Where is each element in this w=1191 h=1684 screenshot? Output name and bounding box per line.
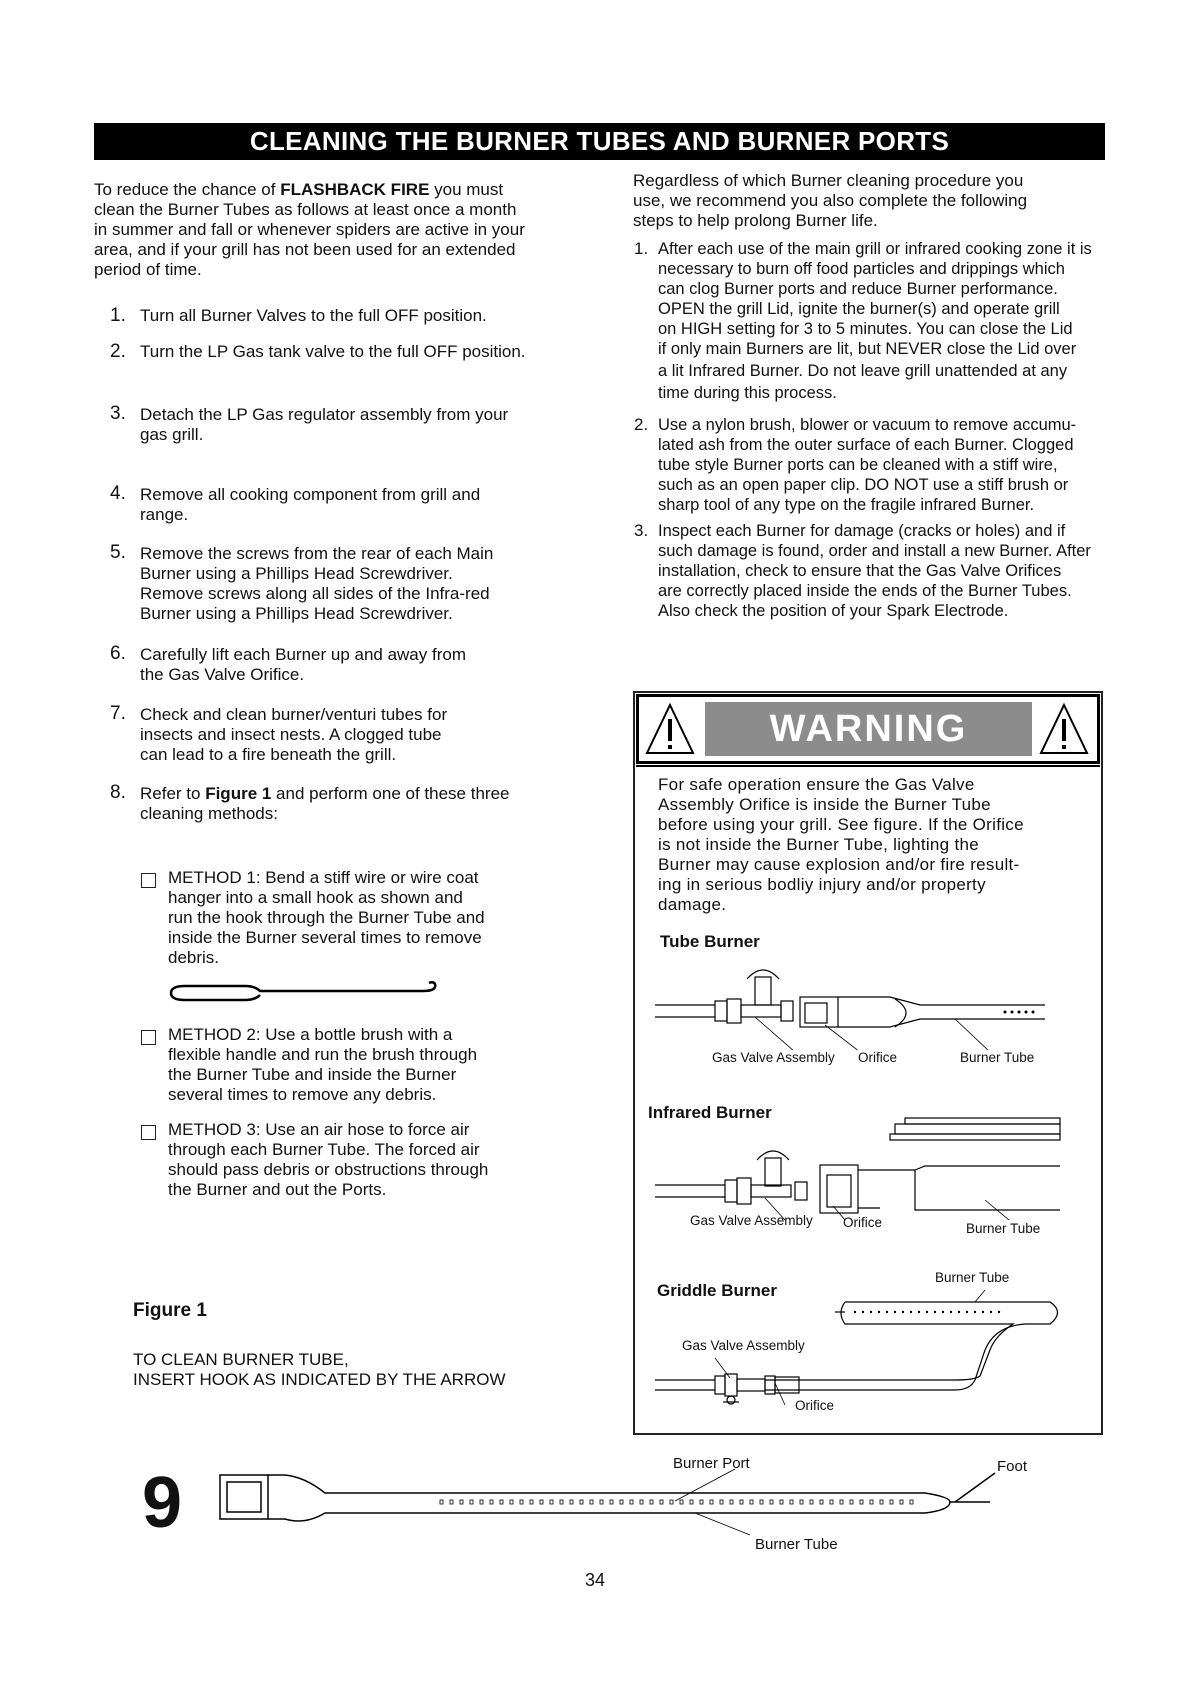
method-1-text: METHOD 1: Bend a stiff wire or wire coat hanger into a small hook as shown and run the hook through the Burner Tube and inside the Burner several times to remove debris. — [168, 868, 485, 967]
step-number: 2. — [110, 341, 126, 362]
step-text: Remove the screws from the rear of each Main Burner using a Phillips Head Screwdriver. Remove screws along all sides of the Infra-red Burner using a Phillips Head Screwdriver. — [140, 544, 494, 623]
warning-triangle-icon — [1037, 701, 1091, 757]
method-3-text: METHOD 3: Use an air hose to force air through each Burner Tube. The forced air should pass debris or obstructions through the Burner and out the Ports. — [168, 1120, 489, 1199]
method-2-checkbox[interactable] — [141, 1030, 156, 1045]
figure-caption: TO CLEAN BURNER TUBE, INSERT HOOK AS INDICATED BY THE ARROW — [133, 1350, 506, 1389]
right-step-text: After each use of the main grill or infrared cooking zone it is necessary to burn off food particles and drippings which can clog Burner ports and reduce Burner performance. OPEN the grill Lid, ignite the burner(s) and operate grill on HIGH setting for 3 to 5 minutes. You can close the Lid if only main Burners are lit, but NEVER close the Lid over a lit Infrared Burner. Do not leave grill unattended at any time during this process. — [658, 240, 1092, 402]
warning-divider — [636, 765, 1100, 767]
wire-hook-illustration — [165, 978, 445, 1008]
griddle-burner-tube-label: Burner Tube — [935, 1270, 1010, 1285]
infrared-burner-diagram — [655, 1110, 1065, 1220]
step-text: Detach the LP Gas regulator assembly from your gas grill. — [140, 405, 509, 444]
flashback-fire-text: FLASHBACK FIRE — [280, 180, 430, 199]
step-text: Turn the LP Gas tank valve to the full OFF position. — [140, 342, 526, 361]
warning-text: For safe operation ensure the Gas Valve Assembly Orifice is inside the Burner Tube before using your grill. See figure. If the Orifice is not inside the Burner Tube, lighting the Burner may cause explosion and/or fire result- ing in serious bodliy injury and/or property damage. — [658, 775, 1024, 914]
page-title: CLEANING THE BURNER TUBES AND BURNER PORTS — [94, 123, 1105, 160]
right-intro-paragraph: Regardless of which Burner cleaning procedure you use, we recommend you also complete the following steps to help prolong Burner life. — [633, 171, 1028, 230]
step-number: 7. — [110, 703, 126, 724]
section-number: 9 — [142, 1463, 183, 1543]
method-2-text: METHOD 2: Use a bottle brush with a flexible handle and run the brush through the Burner Tube and inside the Burner several times to remove any debris. — [168, 1025, 478, 1104]
step-number: 3. — [110, 403, 126, 424]
step-number: 1. — [110, 305, 126, 326]
right-step-number: 3. — [634, 521, 649, 540]
step-number: 8. — [110, 782, 126, 803]
step-text: Turn all Burner Valves to the full OFF position. — [140, 306, 487, 325]
warning-heading: WARNING — [705, 702, 1032, 756]
burner-port-label: Burner Port — [673, 1455, 750, 1472]
warning-triangle-icon — [643, 701, 697, 757]
step-number: 6. — [110, 643, 126, 664]
step-number: 5. — [110, 542, 126, 563]
right-step-number: 2. — [634, 415, 649, 434]
page-number: 34 — [585, 1570, 606, 1590]
tube-burner-tube-label: Burner Tube — [960, 1050, 1035, 1065]
griddle-gas-valve-label: Gas Valve Assembly — [682, 1338, 805, 1353]
intro-paragraph: To reduce the chance of FLASHBACK FIRE you must clean the Burner Tubes as follows at least once a month in summer and fall or whenever spiders are active in your area, and if your grill has not been used for an extended period of time. — [94, 180, 525, 279]
infrared-burner-tube-label: Burner Tube — [966, 1221, 1041, 1236]
bottom-burner-tube-label: Burner Tube — [755, 1536, 838, 1553]
tube-gas-valve-label: Gas Valve Assembly — [712, 1050, 835, 1065]
figure-label: Figure 1 — [133, 1300, 207, 1321]
burner-tube-illustration — [215, 1465, 1005, 1545]
right-step-number: 1. — [634, 239, 649, 258]
step-text: Carefully lift each Burner up and away from the Gas Valve Orifice. — [140, 645, 466, 684]
tube-orifice-label: Orifice — [858, 1050, 898, 1065]
tube-burner-diagram — [655, 955, 1055, 1050]
step-text: Remove all cooking component from grill and range. — [140, 485, 481, 524]
method-1-checkbox[interactable] — [141, 873, 156, 888]
griddle-burner-title: Griddle Burner — [657, 1281, 777, 1300]
right-step-text: Inspect each Burner for damage (cracks or holes) and if such damage is found, order and install a new Burner. After installation, check to ensure that the Gas Valve Orifices are correctly placed inside the ends of the Burner Tubes. Also check the position of your Spark Electrode. — [658, 522, 1091, 620]
step-text: Refer to Figure 1 and perform one of these three cleaning methods: — [140, 784, 510, 823]
infrared-orifice-label: Orifice — [843, 1215, 883, 1230]
infrared-gas-valve-label: Gas Valve Assembly — [690, 1213, 813, 1228]
griddle-orifice-label: Orifice — [795, 1398, 835, 1413]
step-number: 4. — [110, 483, 126, 504]
foot-label: Foot — [997, 1458, 1028, 1475]
right-step-text: Use a nylon brush, blower or vacuum to remove accumu- lated ash from the outer surface of each Burner. Clogged tube style Burner ports can be cleaned with a stiff wire, such as an open paper clip. DO NOT use a stiff brush or sharp tool of any type on the fragile infrared Burner. — [658, 416, 1077, 514]
method-3-checkbox[interactable] — [141, 1125, 156, 1140]
tube-burner-title: Tube Burner — [660, 932, 760, 951]
step-text: Check and clean burner/venturi tubes for insects and insect nests. A clogged tube can lead to a fire beneath the grill. — [140, 705, 448, 764]
infrared-burner-title: Infrared Burner — [648, 1103, 772, 1122]
